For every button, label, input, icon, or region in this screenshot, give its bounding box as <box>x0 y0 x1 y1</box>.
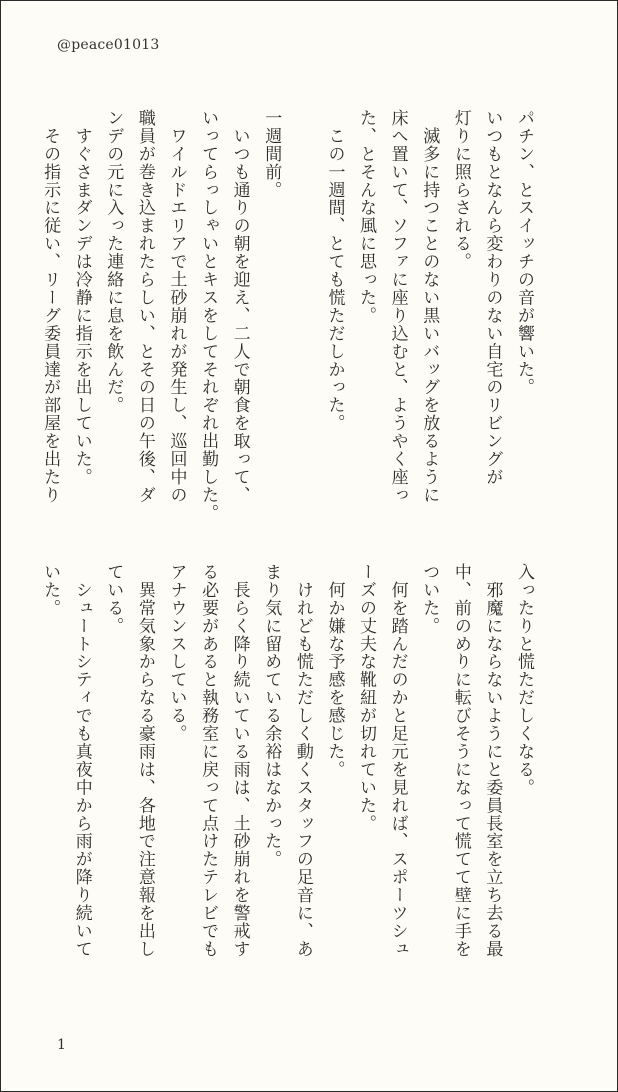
text-line: た、とそんな風に思った。 <box>356 109 377 325</box>
text-line: その指示に従い、リーグ委員達が部屋を出たり <box>40 109 61 504</box>
text-line: 中、前のめりに転びそうになって慌てて壁に手を <box>450 563 471 958</box>
author-handle: @peace01013 <box>57 37 160 53</box>
text-block-upper <box>40 109 539 541</box>
text-line: この一週間、とても慌ただしかった。 <box>324 109 345 433</box>
text-line: 一週間前。 <box>261 109 282 199</box>
text-line: 職員が巻き込まれたらしい、とその日の午後、ダ <box>134 109 155 504</box>
text-line: まり気に留めている余裕はなかった。 <box>261 563 282 869</box>
text-line: いつも通りの朝を迎え、二人で朝食を取って、 <box>229 109 250 504</box>
text-line: シュートシティでも真夜中から雨が降り続いて <box>71 563 92 958</box>
text-line: 灯りに照らされる。 <box>450 109 471 271</box>
text-line: ーズの丈夫な靴紐が切れていた。 <box>356 563 377 833</box>
text-line: 入ったりと慌ただしくなる。 <box>514 563 534 797</box>
text-line: ている。 <box>103 563 124 635</box>
text-line: 邪魔にならないようにと委員長室を立ち去る最 <box>482 563 503 958</box>
text-line: ついた。 <box>419 563 440 635</box>
text-line: いつもとなんら変わりのない自宅のリビングが <box>482 109 503 486</box>
text-line: いた。 <box>40 563 61 617</box>
text-line: いってらっしゃいとキスをしてそれぞれ出勤した。 <box>198 109 219 522</box>
text-line: ンデの元に入った連絡に息を飲んだ。 <box>103 109 124 415</box>
blank-line <box>286 109 318 541</box>
text-line: けれども慌ただしく動くスタッフの足音に、あ <box>292 563 313 958</box>
text-line: パチン、とスイッチの音が響いた。 <box>514 109 534 397</box>
text-line: 長らく降り続いている雨は、土砂崩れを警戒す <box>229 563 250 958</box>
text-line: る必要があると執務室に戻って点けたテレビでも <box>198 563 219 958</box>
text-line: ワイルドエリアで土砂崩れが発生し、巡回中の <box>166 109 187 504</box>
text-block-lower <box>40 563 539 1003</box>
text-line: 何か嫌な予感を感じた。 <box>324 563 345 779</box>
text-line: アナウンスしている。 <box>166 563 187 743</box>
page-number: 1 <box>57 1037 66 1053</box>
text-line: すぐさまダンデは冷静に指示を出していた。 <box>71 109 92 486</box>
text-line: 床へ置いて、ソファに座り込むと、ようやく座っ <box>387 109 408 504</box>
text-line: 滅多に持つことのない黒いバッグを放るように <box>419 109 440 504</box>
text-line: 異常気象からなる豪雨は、各地で注意報を出し <box>134 563 155 958</box>
text-line: 何を踏んだのかと足元を見れば、スポーツシュ <box>387 563 408 958</box>
